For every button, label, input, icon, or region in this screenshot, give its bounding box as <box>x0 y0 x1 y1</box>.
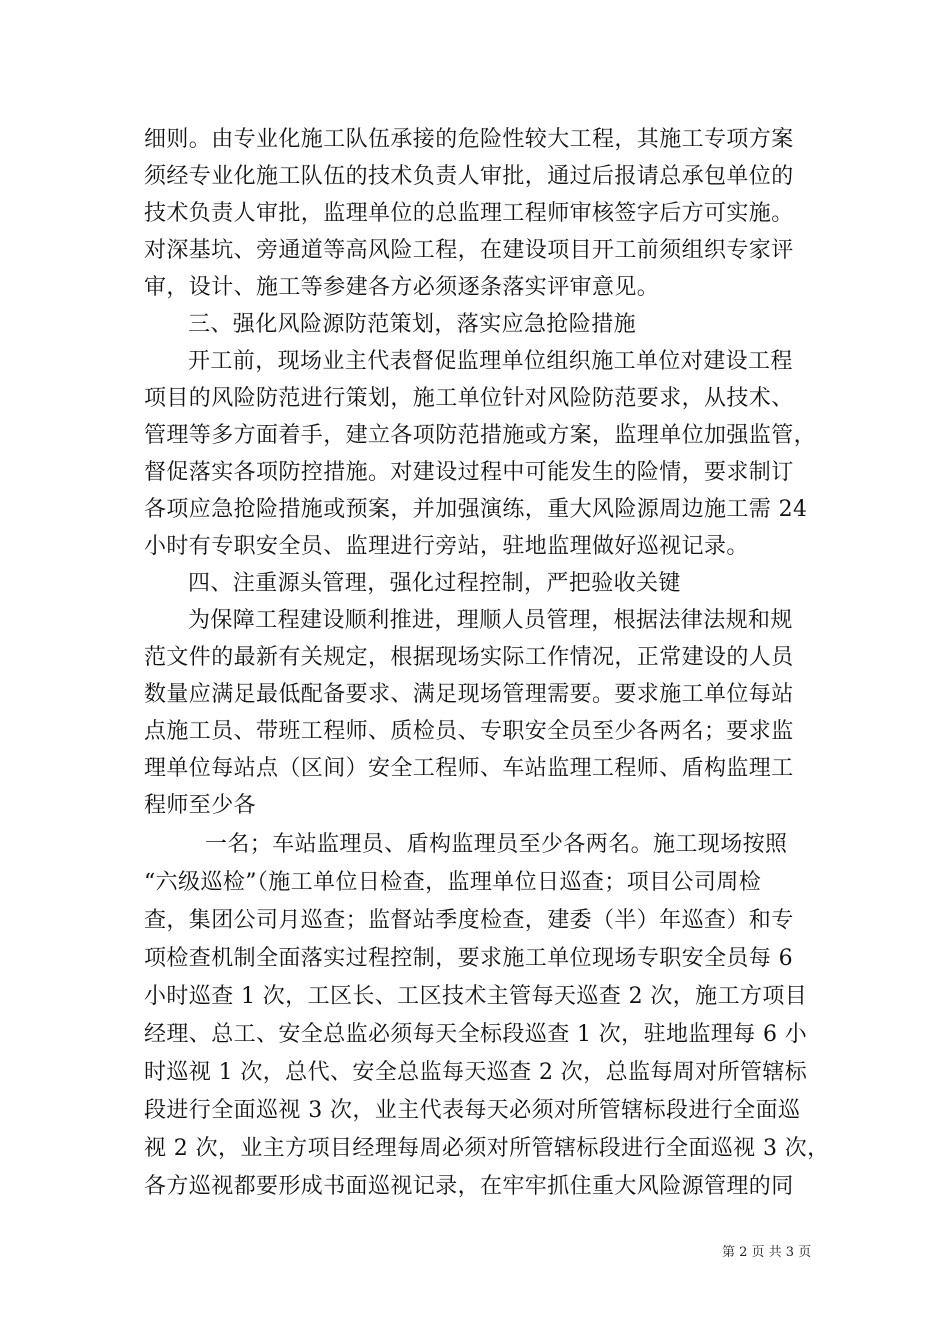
text-line: 各方巡视都要形成书面巡视记录，在牢牢抓住重大风险源管理的同 <box>144 1174 794 1199</box>
text-line: 范文件的最新有关规定，根据现场实际工作情况，正常建设的人员 <box>144 645 794 670</box>
text-line: 项检查机制全面落实过程控制，要求施工单位现场专职安全员每 6 <box>144 946 793 971</box>
text-line: 管理等多方面着手，建立各项防范措施或方案，监理单位加强监管， <box>144 423 817 448</box>
text-line: 小时有专职安全员、监理进行旁站，驻地监理做好巡视记录。 <box>144 534 749 559</box>
text-line: 审，设计、施工等参建各方必须逐条落实评审意见。 <box>144 275 660 300</box>
text-line: 程师至少各 <box>144 793 257 818</box>
text-line: 视 2 次，业主方项目经理每周必须对所管辖标段进行全面巡视 3 次， <box>144 1136 830 1161</box>
text-line: 经理、总工、安全总监必须每天全标段巡查 1 次，驻地监理每 6 小 <box>144 1022 808 1047</box>
text-line: 点施工员、带班工程师、质检员、专职安全员至少各两名；要求监 <box>144 719 794 744</box>
text-line: 查，集团公司月巡查；监督站季度检查，建委（半）年巡查）和专 <box>144 908 794 933</box>
text-line: 时巡视 1 次，总代、安全总监每天巡查 2 次，总监每周对所管辖标 <box>144 1060 808 1085</box>
text-line: 须经专业化施工队伍的技术负责人审批，通过后报请总承包单位的 <box>144 164 794 189</box>
page-number: 第 2 页 共 3 页 <box>722 1245 812 1260</box>
text-line: 段进行全面巡视 3 次，业主代表每天必须对所管辖标段进行全面巡 <box>144 1098 801 1123</box>
section-heading: 四、注重源头管理，强化过程控制，严把验收关键 <box>188 571 681 596</box>
text-line: 各项应急抢险措施或预案，并加强演练，重大风险源周边施工需 24 <box>144 497 808 522</box>
text-line: 理单位每站点（区间）安全工程师、车站监理工程师、盾构监理工 <box>144 756 794 781</box>
text-line: 数量应满足最低配备要求、满足现场管理需要。要求施工单位每站 <box>144 682 794 707</box>
text-line: 督促落实各项防控措施。对建设过程中可能发生的险情，要求制订 <box>144 460 794 485</box>
text-line: 技术负责人审批，监理单位的总监理工程师审核签字后方可实施。 <box>144 201 794 226</box>
text-line: 为保障工程建设顺利推进，理顺人员管理，根据法律法规和规 <box>188 608 793 633</box>
text-line: 一名；车站监理员、盾构监理员至少各两名。施工现场按照 <box>205 832 788 857</box>
text-line: “六级巡检”（施工单位日检查，监理单位日巡查；项目公司周检 <box>144 870 762 895</box>
text-line: 细则。由专业化施工队伍承接的危险性较大工程，其施工专项方案 <box>144 127 794 152</box>
section-heading: 三、强化风险源防范策划，落实应急抢险措施 <box>188 312 637 337</box>
text-line: 项目的风险防范进行策划，施工单位针对风险防范要求，从技术、 <box>144 386 794 411</box>
text-line: 开工前，现场业主代表督促监理单位组织施工单位对建设工程 <box>188 349 793 374</box>
text-line: 小时巡查 1 次，工区长、工区技术主管每天巡查 2 次，施工方项目 <box>144 984 808 1009</box>
text-line: 对深基坑、旁通道等高风险工程，在建设项目开工前须组织专家评 <box>144 238 794 263</box>
